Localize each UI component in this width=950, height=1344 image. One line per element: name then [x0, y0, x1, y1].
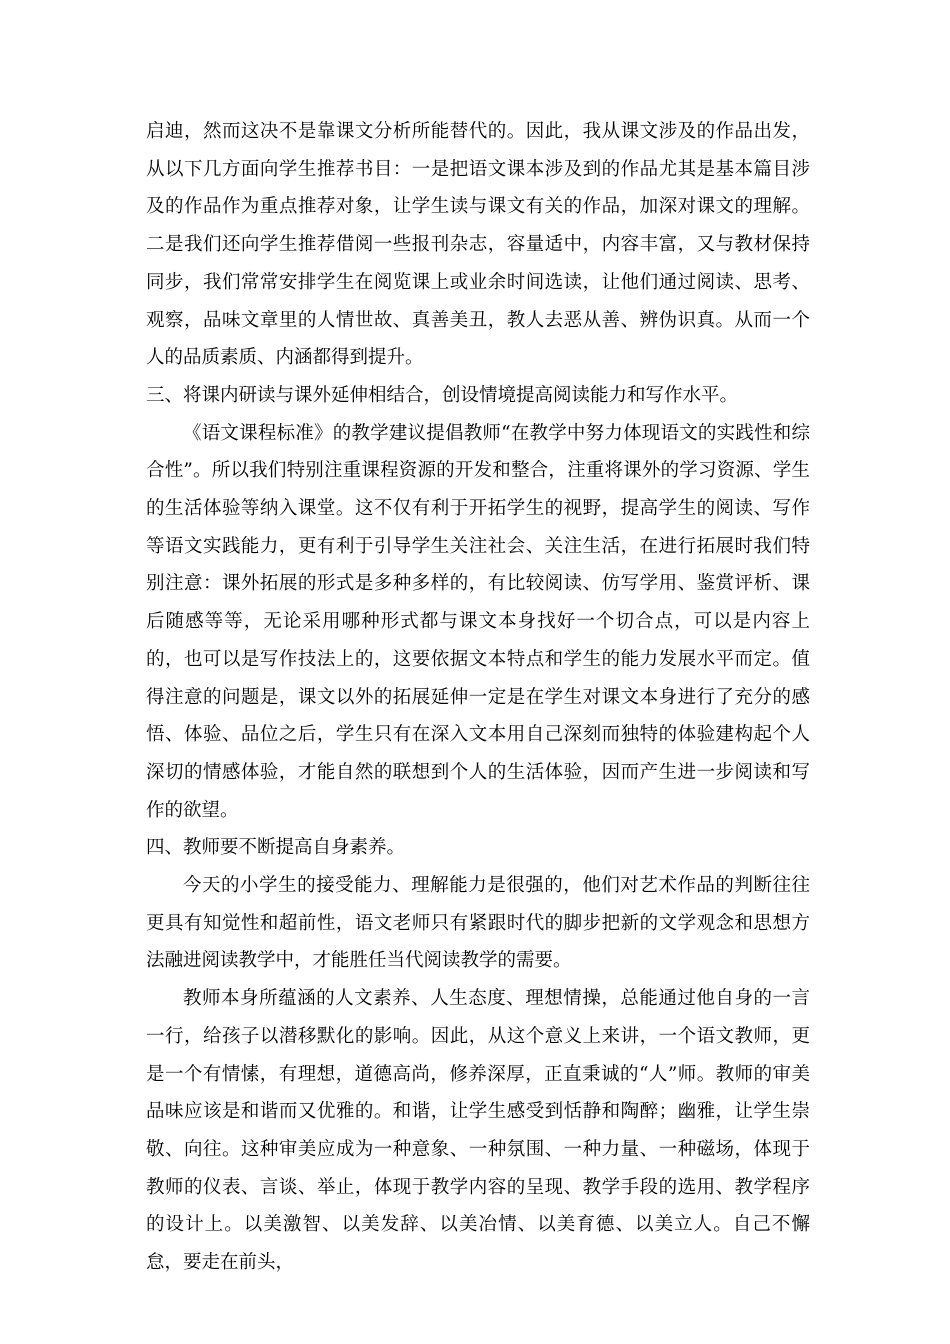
section-heading-three: 三、将课内研读与课外延伸相结合，创设情境提高阅读能力和写作水平。 [146, 384, 739, 406]
paragraph-student-ability: 今天的小学生的接受能力、理解能力是很强的，他们对艺术作品的判断往往更具有知觉性和超前性，语文老师只有紧跟时代的脚步把新的文学观念和思想方法融进阅读教学中，才能胜任当代阅读教学的需要。 [146, 875, 810, 972]
document-page [146, 113, 810, 1282]
section-heading-four: 四、教师要不断提高自身素养。 [146, 837, 406, 859]
paragraph-book-recommendation: 启迪，然而这决不是靠课文分析所能替代的。因此，我从课文涉及的作品出发，从以下几方面向学生推荐书目：一是把语文课本涉及到的作品尤其是基本篇目涉及的作品作为重点推荐对象，让学生读与课文有关的作品，加深对课文的理解。二是我们还向学生推荐借阅一些报刊杂志，容量适中，内容丰富，又与教材保持同步，我们常常安排学生在阅览课上或业余时间选读，让他们通过阅读、思考、观察，品味文章里的人情世故、真善美丑，教人去恶从善、辨伪识真。从而一个人的品质素质、内涵都得到提升。 [146, 121, 810, 369]
paragraph-teacher-literacy: 教师本身所蕴涵的人文素养、人生态度、理想情操，总能通过他自身的一言一行，给孩子以潜移默化的影响。因此，从这个意义上来讲，一个语文教师，更是一个有情愫，有理想，道德高尚，修养深厚，正直秉诚的“人”师。教师的审美品味应该是和谐而又优雅的。和谐，让学生感受到恬静和陶醉；幽雅，让学生崇敬、向往。这种审美应成为一种意象、一种氛围、一种力量、一种磁场，体现于教师的仪表、言谈、举止，体现于教学内容的呈现、教学手段的选用、教学程序的设计上。以美激智、以美发辞、以美冶情、以美育德、以美立人。自己不懈怠，要走在前头， [146, 988, 810, 1274]
paragraph-curriculum-standard: 《语文课程标准》的教学建议提倡教师“在教学中努力体现语文的实践性和综合性”。所以我们特别注重课程资源的开发和整合，注重将课外的学习资源、学生的生活体验等纳入课堂。这不仅有利于开拓学生的视野，提高学生的阅读、写作等语文实践能力，更有利于引导学生关注社会、关注生活，在进行拓展时我们特别注意：课外拓展的形式是多种多样的，有比较阅读、仿写学用、鉴赏评析、课后随感等等，无论采用哪种形式都与课文本身找好一个切合点，可以是内容上的，也可以是写作技法上的，这要依据文本特点和学生的能力发展水平而定。值得注意的问题是，课文以外的拓展延伸一定是在学生对课文本身进行了充分的感悟、体验、品位之后，学生只有在深入文本用自己深刻而独特的体验建构起个人深切的情感体验，才能自然的联想到个人的生活体验，因而产生进一步阅读和写作的欲望。 [146, 422, 810, 821]
